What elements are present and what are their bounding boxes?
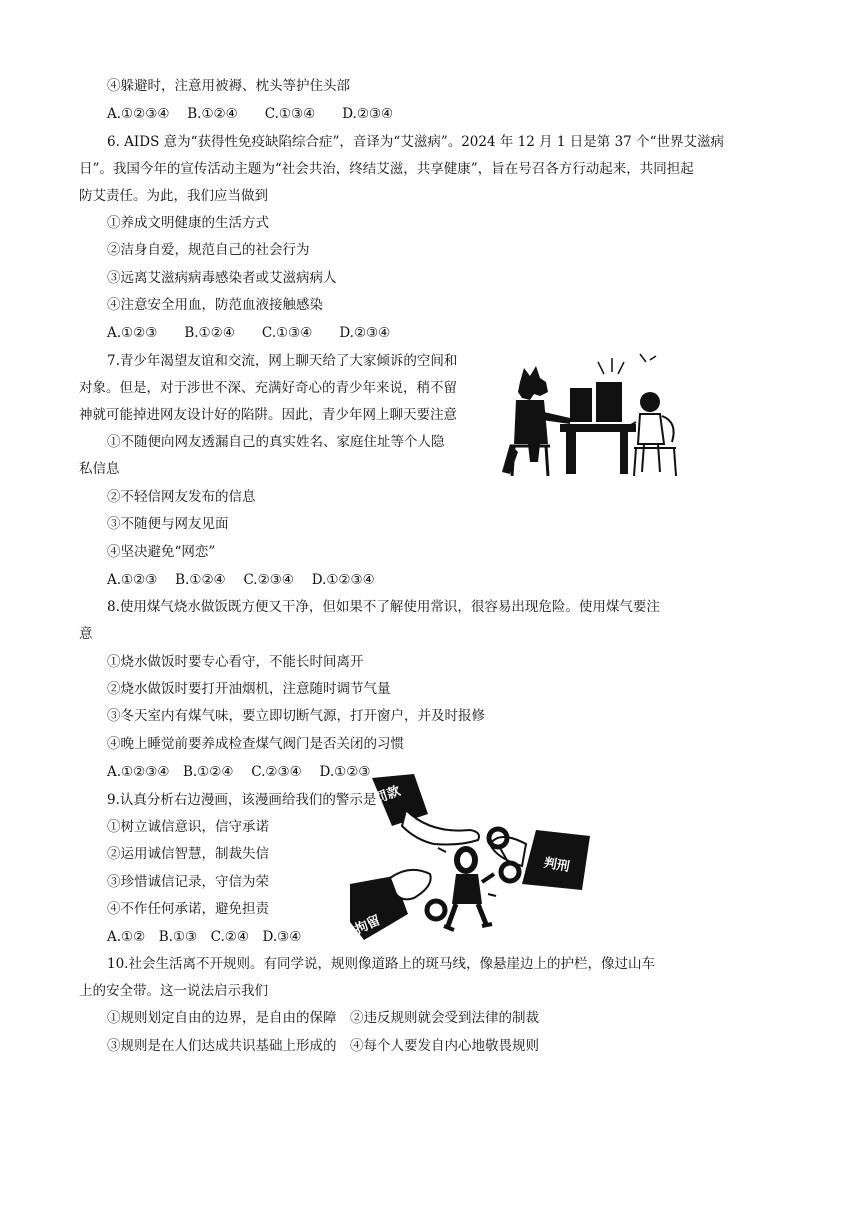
q9-item-1: ①树立诚信意识，信守承诺 [107, 819, 269, 835]
q10-items-line-1: ①规则划定自由的边界，是自由的保障 ②违反规则就会受到法律的制裁 [107, 1010, 539, 1026]
small-person-figure [444, 846, 494, 930]
q10-stem-line-2: 上的安全带。这一说法启示我们 [79, 983, 268, 999]
q7-item-3: ③不随便与网友见面 [107, 516, 229, 532]
detain-label: 拘留 [352, 913, 383, 938]
fine-label: 罚款 [372, 783, 403, 807]
q8-item-4: ④晚上睡觉前要养成检查煤气阀门是否关闭的习惯 [107, 736, 404, 752]
q7-item-4: ④坚决避免“网恋” [107, 544, 216, 560]
q8-stem-line-1: 8.使用煤气烧水做饭既方便又干净，但如果不了解使用常识，很容易出现危险。使用煤气要注 [107, 599, 660, 615]
q9-options: A.①② B.①③ C.②④ D.③④ [107, 929, 302, 945]
girl-figure [626, 392, 676, 476]
discredit-punishment-cartoon [350, 774, 590, 944]
q6-options: A.①②③ B.①②④ C.①③④ D.②③④ [107, 325, 391, 341]
q8-item-1: ①烧水做饭时要专心看守，不能长时间离开 [107, 654, 364, 670]
q6-stem-line-2: 日”。我国今年的宣传活动主题为“社会共治，终结艾滋，共享健康”，旨在号召各方行动起来，共同担起 [79, 161, 694, 177]
q6-stem-line-3: 防艾责任。为此，我们应当做到 [79, 188, 268, 204]
q8-item-2: ②烧水做饭时要打开油烟机，注意随时调节气量 [107, 681, 391, 697]
q7-item-2: ②不轻信网友发布的信息 [107, 489, 256, 505]
q6-item-4: ④注意安全用血，防范血液接触感染 [107, 297, 323, 313]
q7-item-1-line-1: ①不随便向网友透漏自己的真实姓名、家庭住址等个人隐 [107, 434, 445, 450]
online-chat-wolf-illustration [500, 352, 688, 480]
q5-item-4: ④躲避时，注意用被褥、枕头等护住头部 [107, 78, 350, 94]
q6-item-1: ①养成文明健康的生活方式 [107, 215, 269, 231]
sentence-label: 判刑 [542, 855, 571, 876]
q7-stem-line-1: 7.青少年渴望友谊和交流，网上聊天给了大家倾诉的空间和 [107, 353, 458, 369]
q10-stem-line-1: 10.社会生活离不开规则。有同学说，规则像道路上的斑马线，像悬崖边上的护栏，像过山车 [107, 956, 655, 972]
q8-item-3: ③冬天室内有煤气味，要立即切断气源，打开窗户，并及时报修 [107, 708, 485, 724]
q7-item-1-line-2: 私信息 [79, 461, 120, 477]
q8-options: A.①②③④ B.①②④ C.②③④ D.①②③ [107, 764, 371, 780]
sparkle-lines [598, 354, 656, 374]
q7-options: A.①②③ B.①②④ C.②③④ D.①②③④ [107, 572, 375, 588]
detain-hand [390, 870, 431, 900]
q6-item-3: ③远离艾滋病病毒感染者或艾滋病病人 [107, 270, 337, 286]
q9-stem: 9.认真分析右边漫画，该漫画给我们的警示是 [107, 792, 377, 808]
q6-stem-line-1: 6. AIDS 意为“获得性免疫缺陷综合症”，音译为“艾滋病”。2024 年 12 月 1 日是第 37 个“世界艾滋病 [107, 134, 724, 150]
q9-item-4: ④不作任何承诺，避免担责 [107, 901, 269, 917]
q7-stem-line-2: 对象。但是，对于涉世不深、充满好奇心的青少年来说，稍不留 [79, 380, 457, 396]
q8-stem-line-2: 意 [79, 626, 93, 642]
q7-stem-line-3: 神就可能掉进网友设计好的陷阱。因此，青少年网上聊天要注意 [79, 407, 457, 423]
q9-item-2: ②运用诚信智慧，制裁失信 [107, 846, 269, 862]
q6-item-2: ②洁身自爱，规范自己的社会行为 [107, 242, 310, 258]
q10-items-line-2: ③规则是在人们达成共识基础上形成的 ④每个人要发自内心地敬畏规则 [107, 1038, 539, 1054]
computers [560, 382, 636, 474]
q9-item-3: ③珍惜诚信记录，守信为荣 [107, 874, 269, 890]
q5-options: A.①②③④ B.①②④ C.①③④ D.②③④ [107, 106, 394, 122]
